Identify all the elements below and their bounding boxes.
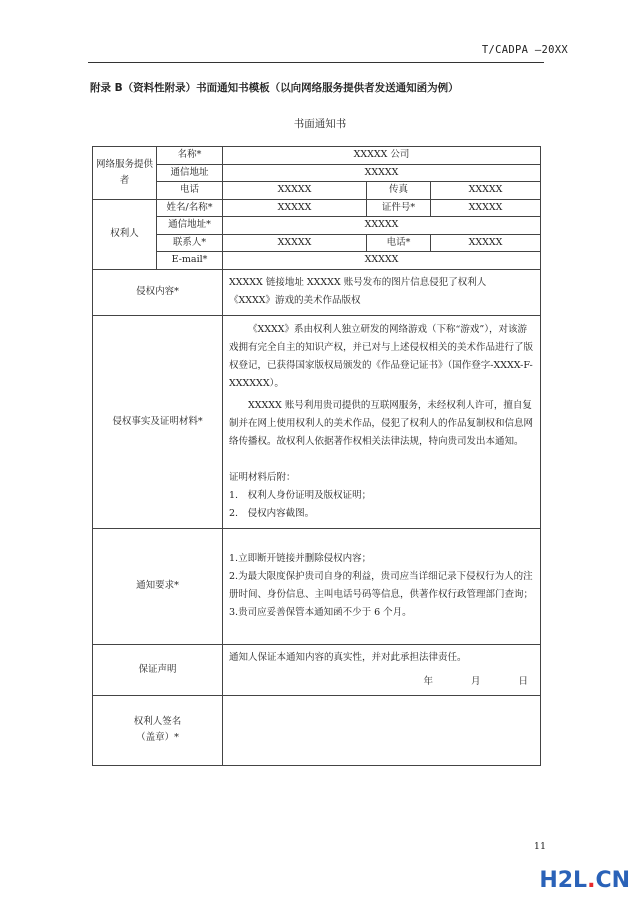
facts-paragraph-2: XXXXX 账号利用贵司提供的互联网服务，未经权利人许可，擅自复制并在网上使用权利人的美术作品，侵犯了权利人的作品复制权和信息网络传播权。故权利人依据著作权相关法律法规，特向贵司发出本通知。: [229, 399, 534, 447]
provider-phone-value[interactable]: XXXXX: [223, 182, 367, 200]
holder-phone-label: 电话*: [367, 234, 431, 252]
date-day-label: 日: [518, 675, 529, 687]
infringement-line-1: XXXXX 链接地址 XXXXX 账号发布的图片信息侵犯了权利人: [229, 277, 487, 288]
signature-field[interactable]: [223, 695, 541, 765]
provider-address-label: 通信地址: [157, 164, 223, 182]
attachments-title: 证明材料后附：: [229, 471, 296, 483]
guarantee-row: [93, 644, 541, 695]
holder-contact-label: 联系人*: [157, 234, 223, 252]
standard-code: T/CADPA —20XX: [481, 44, 568, 56]
requirement-item-1: 1.立即断开链接并删除侵权内容；: [229, 553, 372, 564]
provider-name-value[interactable]: XXXXX 公司: [223, 147, 541, 165]
attachment-item-1: 1. 权利人身份证明及版权证明；: [229, 489, 372, 501]
date-year-label: 年: [423, 675, 433, 687]
guarantee-date: [229, 673, 534, 691]
provider-name-label: 名称*: [157, 147, 223, 165]
date-month-label: 月: [471, 675, 481, 687]
requirement-item-3: 3.贵司应妥善保管本通知函不少于 6 个月。: [229, 607, 412, 618]
holder-address-label: 通信地址*: [157, 217, 223, 235]
provider-group-label: 网络服务提供者: [93, 147, 157, 200]
facts-label: 侵权事实及证明材料*: [93, 315, 223, 528]
holder-email-row: [93, 252, 541, 270]
attachment-item-2: 2. 侵权内容截图。: [229, 507, 315, 519]
guarantee-content[interactable]: [223, 644, 541, 695]
appendix-title: 附录 B（资料性附录）书面通知书模板（以向网络服务提供者发送通知函为例）: [90, 82, 459, 94]
header-rule: [88, 62, 544, 63]
site-watermark-logo: [539, 868, 630, 893]
holder-name-row: [93, 199, 541, 217]
requirement-item-2: 2.为最大限度保护贵司自身的利益，贵司应当详细记录下侵权行为人的注册时间、身份信息、主叫电话号码等信息，供著作权行政管理部门查询；: [229, 571, 534, 600]
holder-contact-value[interactable]: XXXXX: [223, 234, 367, 252]
holder-email-value[interactable]: XXXXX: [223, 252, 541, 270]
signature-label: [93, 695, 223, 765]
infringement-content[interactable]: [223, 269, 541, 315]
requirements-content[interactable]: [223, 528, 541, 644]
provider-name-row: [93, 147, 541, 165]
document-title: 书面通知书: [293, 118, 347, 130]
holder-id-label: 证件号*: [367, 199, 431, 217]
holder-contact-row: [93, 234, 541, 252]
watermark-h2l: H2L: [539, 868, 588, 893]
provider-fax-label: 传真: [367, 182, 431, 200]
holder-group-label: 权利人: [93, 199, 157, 269]
holder-id-value[interactable]: XXXXX: [431, 199, 541, 217]
holder-phone-value[interactable]: XXXXX: [431, 234, 541, 252]
provider-address-value[interactable]: XXXXX: [223, 164, 541, 182]
signature-label-line-1: 权利人签名: [133, 716, 182, 727]
watermark-cn: CN: [595, 868, 630, 893]
holder-email-label: E-mail*: [157, 252, 223, 270]
facts-paragraph-1: 《XXXX》系由权利人独立研发的网络游戏（下称“游戏”），对该游戏拥有完全自主的知识产权，并已对与上述侵权相关的美术作品进行了版权登记，已获得国家版权局颁发的《作品登记证书》（国作登字-XXXX-F-XXXXXX）。: [229, 323, 534, 389]
holder-address-row: [93, 217, 541, 235]
provider-phone-label: 电话: [157, 182, 223, 200]
provider-address-row: [93, 164, 541, 182]
holder-name-value[interactable]: XXXXX: [223, 199, 367, 217]
infringement-line-2: 《XXXX》游戏的美术作品版权: [229, 295, 361, 306]
holder-name-label: 姓名/名称*: [157, 199, 223, 217]
signature-label-line-2: （盖章）*: [136, 732, 179, 743]
provider-phone-row: [93, 182, 541, 200]
facts-content[interactable]: [223, 315, 541, 528]
facts-row: [93, 315, 541, 528]
notice-form-table: [92, 146, 541, 766]
page-number: 11: [533, 841, 546, 852]
signature-row: [93, 695, 541, 765]
requirements-label: 通知要求*: [93, 528, 223, 644]
infringement-label: 侵权内容*: [93, 269, 223, 315]
guarantee-text: 通知人保证本通知内容的真实性，并对此承担法律责任。: [229, 651, 467, 663]
holder-address-value[interactable]: XXXXX: [223, 217, 541, 235]
provider-fax-value[interactable]: XXXXX: [431, 182, 541, 200]
watermark-dot: .: [587, 868, 596, 893]
infringement-row: [93, 269, 541, 315]
requirements-row: [93, 528, 541, 644]
guarantee-label: 保证声明: [93, 644, 223, 695]
